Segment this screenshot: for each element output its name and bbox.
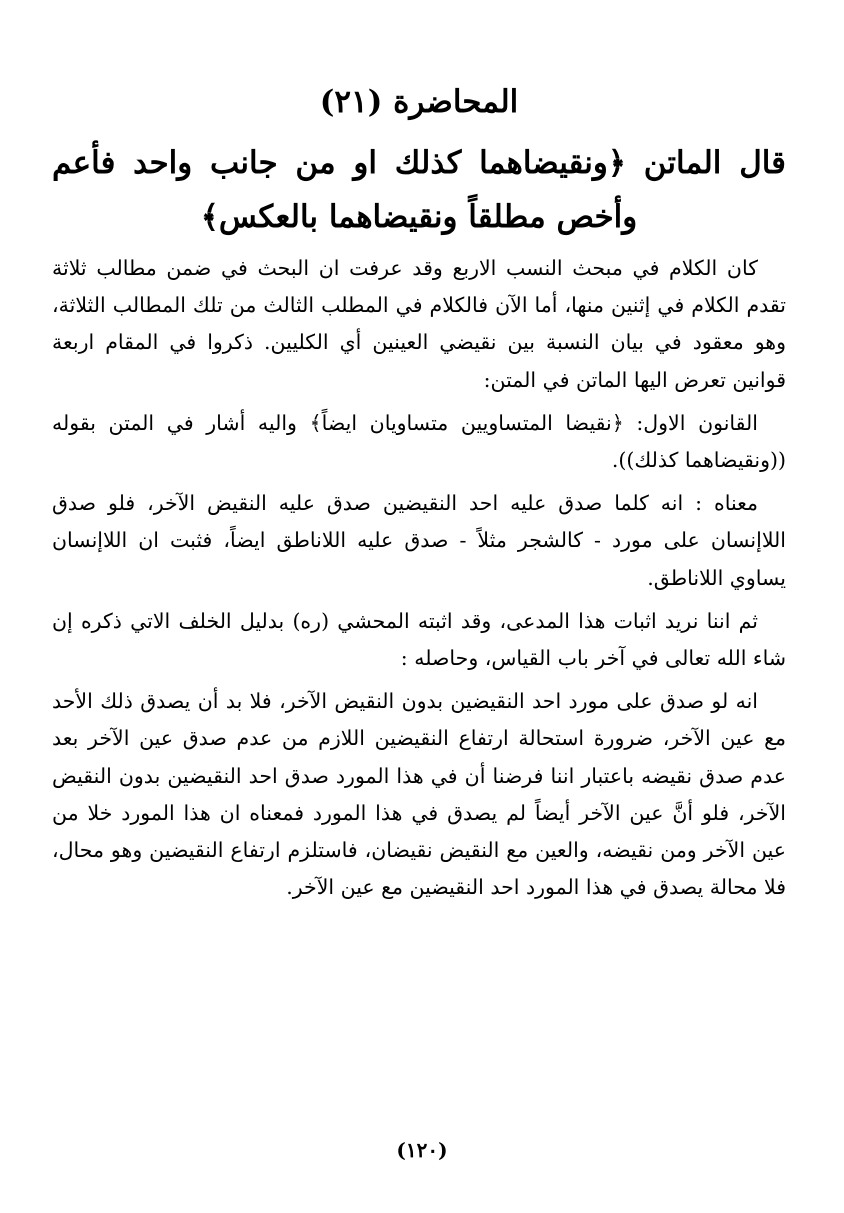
paragraph-meaning: معناه : انه كلما صدق عليه احد النقيضين صدق عليه النقيض الآخر، فلو صدق اللاإنسان على مورد - كالشجر مثلاً - صدق عليه اللاناطق ايضاً، فثبت ان اللاإنسان يساوي اللاناطق. xyxy=(52,491,786,590)
paragraph-proof: انه لو صدق على مورد احد النقيضين بدون النقيض الآخر، فلا بد أن يصدق ذلك الأحد مع عين الآخر، ضرورة استحالة ارتفاع النقيضين اللازم من عدم صدق عين الآخر بعد عدم صدق نقيضه باعتبار اننا فرضنا أن في هذا المورد صدق احد النقيضين بدون النقيض الآخر، فلو أنَّ عين الآخر أيضاً لم يصدق في هذا المورد فمعناه ان هذا المورد خلا من عين الآخر ومن نقيضه، والعين مع النقيض نقيضان، فاستلزم ارتفاع النقيضين وهو محال، فلا محالة يصدق في هذا المورد احد النقيضين مع عين الآخر. xyxy=(52,689,786,900)
paragraph-proof-intro: ثم اننا نريد اثبات هذا المدعى، وقد اثبته المحشي (ره) بدليل الخلف الاتي ذكره إن شاء الله تعالى في آخر باب القياس، وحاصله : xyxy=(52,608,786,671)
heading-line-2: وأخص مطلقاً ونقيضاهما بالعكس﴾ xyxy=(200,199,638,235)
paragraph-first-law: القانون الاول: ﴿نقيضا المتساويين متساويان ايضاً﴾ واليه أشار في المتن بقوله ((ونقيضاهما كذلك)). xyxy=(52,410,786,473)
page-number: (١٢٠) xyxy=(396,1138,448,1162)
paragraph-intro: كان الكلام في مبحث النسب الاربع وقد عرفت ان البحث في ضمن مطالب ثلاثة تقدم الكلام في إثنين منها، أما الآن فالكلام في المطلب الثالث من تلك المطالب الثلاثة، وهو معقود في بيان النسبة بين نقيضي العينين أي الكليين. ذكروا في المقام اربعة قوانين تعرض اليها الماتن في المتن: xyxy=(52,256,786,392)
heading-line-1: قال الماتن ﴿ونقيضاهما كذلك او من جانب واحد فأعم xyxy=(52,145,786,181)
section-heading xyxy=(52,136,786,244)
lecture-title: المحاضرة (٢١) xyxy=(319,84,519,120)
